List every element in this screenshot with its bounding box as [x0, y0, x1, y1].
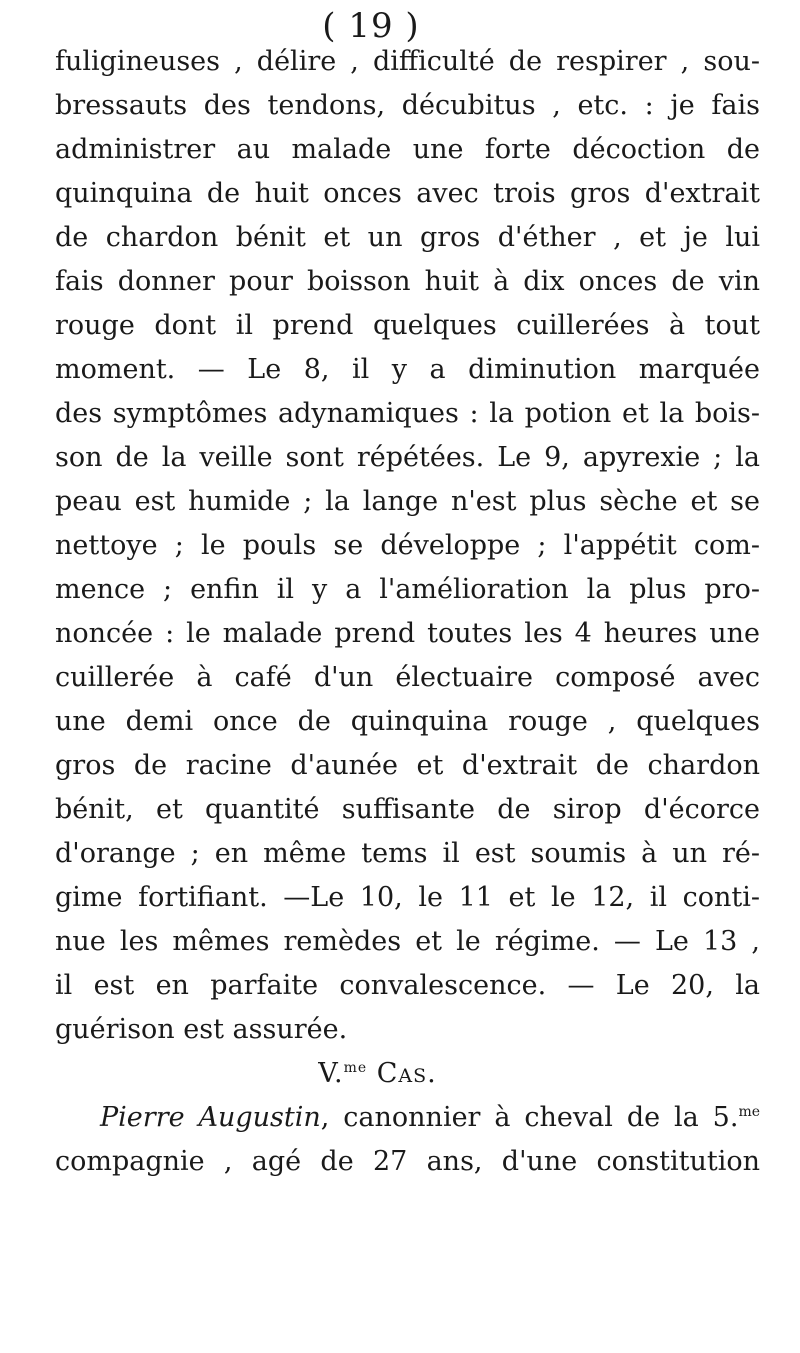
- text-line: administrer au malade une forte décoction de: [55, 134, 760, 165]
- case-number: V.: [318, 1058, 344, 1089]
- case-heading: [55, 1052, 760, 1096]
- text-line: d'orange ; en même tems il est soumis à un ré-: [55, 838, 760, 869]
- text-line: nue les mêmes remèdes et le régime. — Le 13 ,: [55, 926, 760, 957]
- text-line: des symptômes adynamiques : la potion et la bois-: [55, 398, 760, 429]
- text-line: peau est humide ; la lange n'est plus sèche et se: [55, 486, 760, 517]
- text-line: quinquina de huit onces avec trois gros d'extrait: [55, 178, 760, 209]
- text-line: moment. — Le 8, il y a diminution marquée: [55, 354, 760, 385]
- text-line: son de la veille sont répétées. Le 9, apyrexie ; la: [55, 442, 760, 473]
- text-line: de chardon bénit et un gros d'éther , et je lui: [55, 222, 760, 253]
- text-line: mence ; enfin il y a l'amélioration la plus pro-: [55, 574, 760, 605]
- body-text: [55, 40, 760, 1184]
- text-line: bénit, et quantité suffisante de sirop d'écorce: [55, 794, 760, 825]
- text-line: gros de racine d'aunée et d'extrait de chardon: [55, 750, 760, 781]
- case-label: Cas.: [376, 1058, 437, 1089]
- text-line: cuillerée à café d'un électuaire composé avec: [55, 662, 760, 693]
- text-line: guérison est assurée.: [55, 1014, 348, 1045]
- page-number: ( 19 ): [322, 6, 420, 46]
- text-line: nettoye ; le pouls se développe ; l'appétit com-: [55, 530, 760, 561]
- text-line: noncée : le malade prend toutes les 4 heures une: [55, 618, 760, 649]
- text-line: il est en parfaite convalescence. — Le 20, la: [55, 970, 760, 1001]
- text-line: fais donner pour boisson huit à dix onces de vin: [55, 266, 760, 297]
- text-line: une demi once de quinquina rouge , quelques: [55, 706, 760, 737]
- company-suffix: me: [738, 1104, 760, 1120]
- case-intro-line: [55, 1096, 760, 1140]
- case-intro-text: , canonnier à cheval de la 5.: [320, 1102, 739, 1133]
- text-line: fuligineuses , délire , difficulté de respirer , sou-: [55, 46, 760, 77]
- text-line: compagnie , agé de 27 ans, d'une constitution: [55, 1146, 760, 1177]
- text-line: bressauts des tendons, décubitus , etc. : je fais: [55, 90, 760, 121]
- text-line: gime fortifiant. —Le 10, le 11 et le 12, il conti-: [55, 882, 760, 913]
- patient-name: Pierre Augustin: [100, 1102, 321, 1133]
- case-number-suffix: me: [343, 1060, 368, 1076]
- text-line: rouge dont il prend quelques cuillerées à tout: [55, 310, 760, 341]
